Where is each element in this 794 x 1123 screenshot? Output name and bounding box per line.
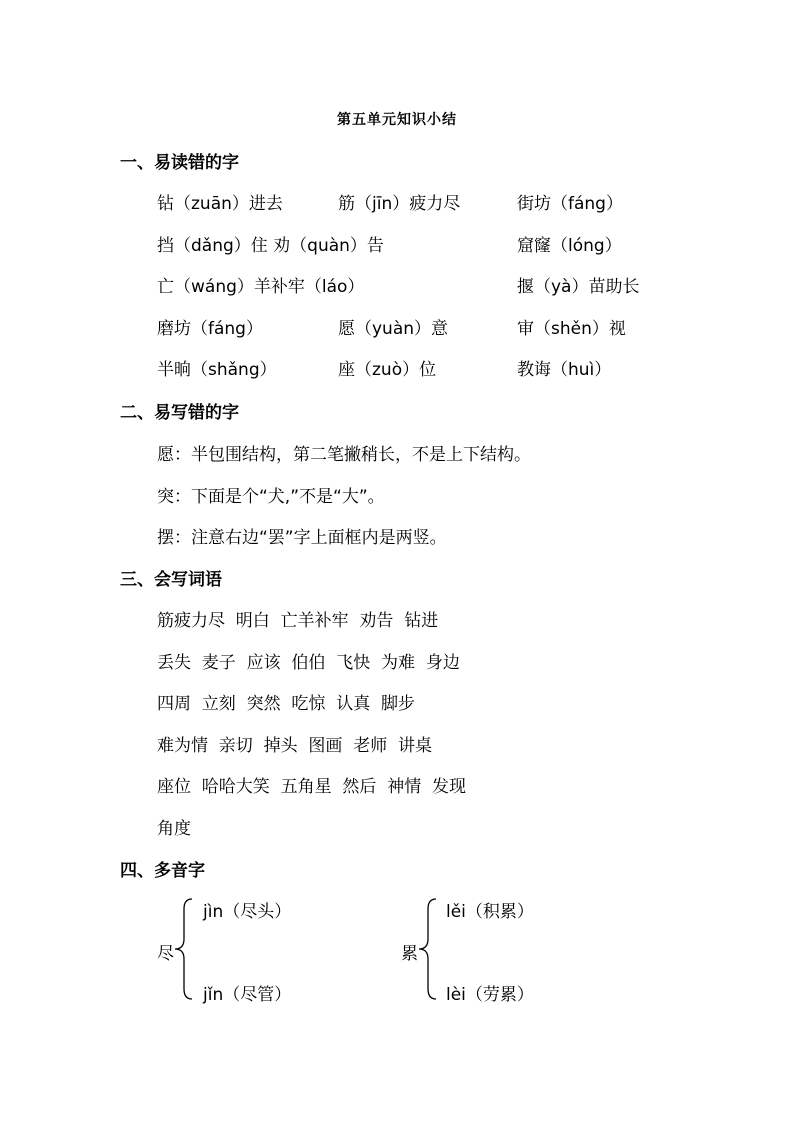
word-line: 筋疲力尽 明白 亡羊补牢 劝告 钻进: [157, 611, 439, 631]
table-cell: 审（shěn）视: [517, 319, 626, 339]
table-cell: 钻（zuān）进去: [157, 194, 283, 214]
note-line: 愿：半包围结构，第二笔撇稍长，不是上下结构。: [157, 445, 531, 465]
table-cell: 座（zuò）位: [338, 360, 437, 380]
polyphone-reading: lèi（劳累）: [446, 985, 534, 1005]
brace-icon: [172, 897, 196, 1001]
section-heading-2: 二、易写错的字: [120, 403, 239, 423]
table-cell: 教诲（huì）: [517, 360, 612, 380]
table-cell: 磨坊（fáng）: [157, 319, 263, 339]
section-heading-4: 四、多音字: [120, 861, 205, 881]
word-line: 座位 哈哈大笑 五角星 然后 神情 发现: [157, 777, 467, 797]
word-line: 角度: [157, 819, 191, 839]
table-cell: 亡（wáng）羊补牢（láo）: [157, 277, 365, 297]
note-line: 突：下面是个“犬,”不是“大”。: [157, 487, 385, 507]
polyphone-char: 累: [401, 944, 418, 964]
polyphone-reading: lěi（积累）: [446, 902, 534, 922]
polyphone-char: 尽: [157, 944, 174, 964]
table-cell: 半晌（shǎng）: [157, 360, 277, 380]
table-cell: 筋（jīn）疲力尽: [338, 194, 461, 214]
table-cell: 愿（yuàn）意: [338, 319, 449, 339]
word-line: 难为情 亲切 掉头 图画 老师 讲桌: [157, 736, 433, 756]
note-line: 摆：注意右边“罢”字上面框内是两竖。: [157, 528, 447, 548]
polyphone-reading: jìn（尽头）: [203, 902, 292, 922]
table-cell: 窟窿（lóng）: [517, 236, 622, 256]
word-line: 丢失 麦子 应该 伯伯 飞快 为难 身边: [157, 653, 460, 673]
polyphone-reading: jǐn（尽管）: [203, 985, 292, 1005]
table-cell: 挡（dǎng）住 劝（quàn）告: [157, 236, 384, 256]
table-cell: 揠（yà）苗助长: [517, 277, 640, 297]
page-title: 第五单元知识小结: [337, 112, 457, 128]
section-heading-3: 三、会写词语: [120, 570, 222, 590]
table-cell: 街坊（fáng）: [517, 194, 623, 214]
section-heading-1: 一、易读错的字: [120, 153, 239, 173]
word-line: 四周 立刻 突然 吃惊 认真 脚步: [157, 694, 416, 714]
brace-icon: [416, 897, 440, 1001]
